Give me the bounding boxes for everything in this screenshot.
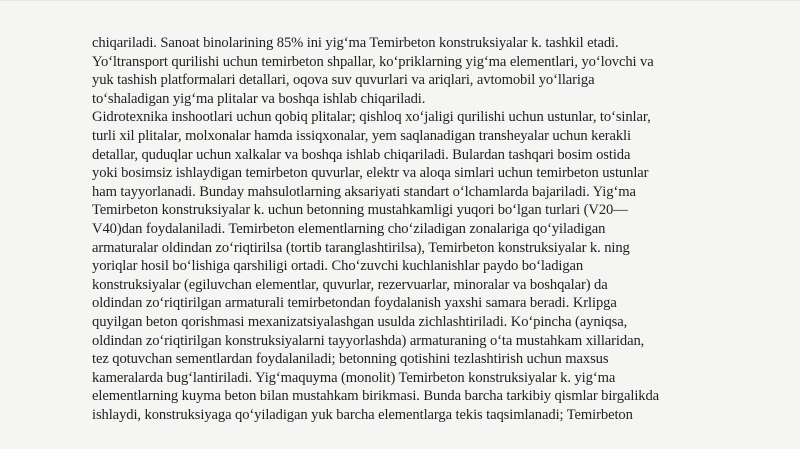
text-line: yuk tashish platformalari detallari, oqova suv quvurlari va ariqlari, avtomobil yo‘llariga xyxy=(92,72,595,89)
text-line: ham tayyorlanadi. Bunday mahsulotlarning aksariyati standart o‘lchamlarda bajariladi. Yig‘ma xyxy=(92,183,636,200)
text-line: kameralarda bug‘lantiriladi. Yig‘maquyma (monolit) Temirbeton konstruksiyalar k. yig‘ma xyxy=(92,369,616,386)
text-line: Temirbeton konstruksiyalar k. uchun betonning mustahkamligi yuqori bo‘lgan turlari (V20— xyxy=(92,202,628,219)
text-line: Yo‘ltransport qurilishi uchun temirbeton shpallar, ko‘priklarning yig‘ma elementlari, yo‘lovchi va xyxy=(92,53,654,70)
text-line: yoki bosimsiz ishlaydigan temirbeton quvurlar, elektr va aloqa simlari uchun temirbeton ustunlar xyxy=(92,165,649,182)
text-line: turli xil plitalar, molxonalar hamda issiqxonalar, yem saqlanadigan transheyalar uchun kerakli xyxy=(92,127,631,144)
text-line: oldindan zo‘riqtirilgan konstruksiyalarni tayyorlashda) armaturaning o‘ta mustahkam xillaridan, xyxy=(92,332,645,349)
text-line: V40)dan foydalaniladi. Temirbeton elementlarning cho‘ziladigan zonalariga qo‘yiladigan xyxy=(92,220,606,237)
text-line: detallar, quduqlar uchun xalkalar va boshqa ishlab chiqariladi. Bulardan tashqari bosim ostida xyxy=(92,146,631,163)
text-line: konstruksiyalar (egiluvchan elementlar, quvurlar, rezervuarlar, minoralar va boshqalar) da xyxy=(92,276,608,293)
body-text xyxy=(92,34,792,424)
text-line: Gidrotexnika inshootlari uchun qobiq plitalar; qishloq xo‘jaligi qurilishi uchun ustunlar, to‘sinlar, xyxy=(92,109,651,126)
text-line: elementlarning kuyma beton bilan mustahkam birikmasi. Bunda barcha tarkibiy qismlar birgalikda xyxy=(92,388,660,405)
text-line: tez qotuvchan sementlardan foydalaniladi; betonning qotishini tezlashtirish uchun maxsus xyxy=(92,351,609,368)
text-line: chiqariladi. Sanoat binolarining 85% ini yig‘ma Temirbeton konstruksiyalar k. tashkil etadi. xyxy=(92,35,619,51)
text-line: ishlaydi, konstruksiyaga qo‘yiladigan yuk barcha elementlarga tekis taqsimlanadi; Temirbeton xyxy=(92,406,633,423)
text-line: armaturalar oldindan zo‘riqtirilsa (tortib taranglashtirilsa), Temirbeton konstruksiyalar k. ning xyxy=(92,239,630,256)
text-line: yoriqlar hosil bo‘lishiga qarshiligi ortadi. Cho‘zuvchi kuchlanishlar paydo bo‘ladigan xyxy=(92,258,584,275)
text-line: quyilgan beton qorishmasi mexanizatsiyalashgan usulda zichlashtiriladi. Ko‘pincha (ayniqsa, xyxy=(92,313,628,330)
text-line: to‘shaladigan yig‘ma plitalar va boshqa ishlab chiqariladi. xyxy=(92,90,426,107)
text-line: oldindan zo‘riqtirilgan armaturali temirbetondan foydalanish yaxshi samara beradi. Krlipga xyxy=(92,295,617,312)
